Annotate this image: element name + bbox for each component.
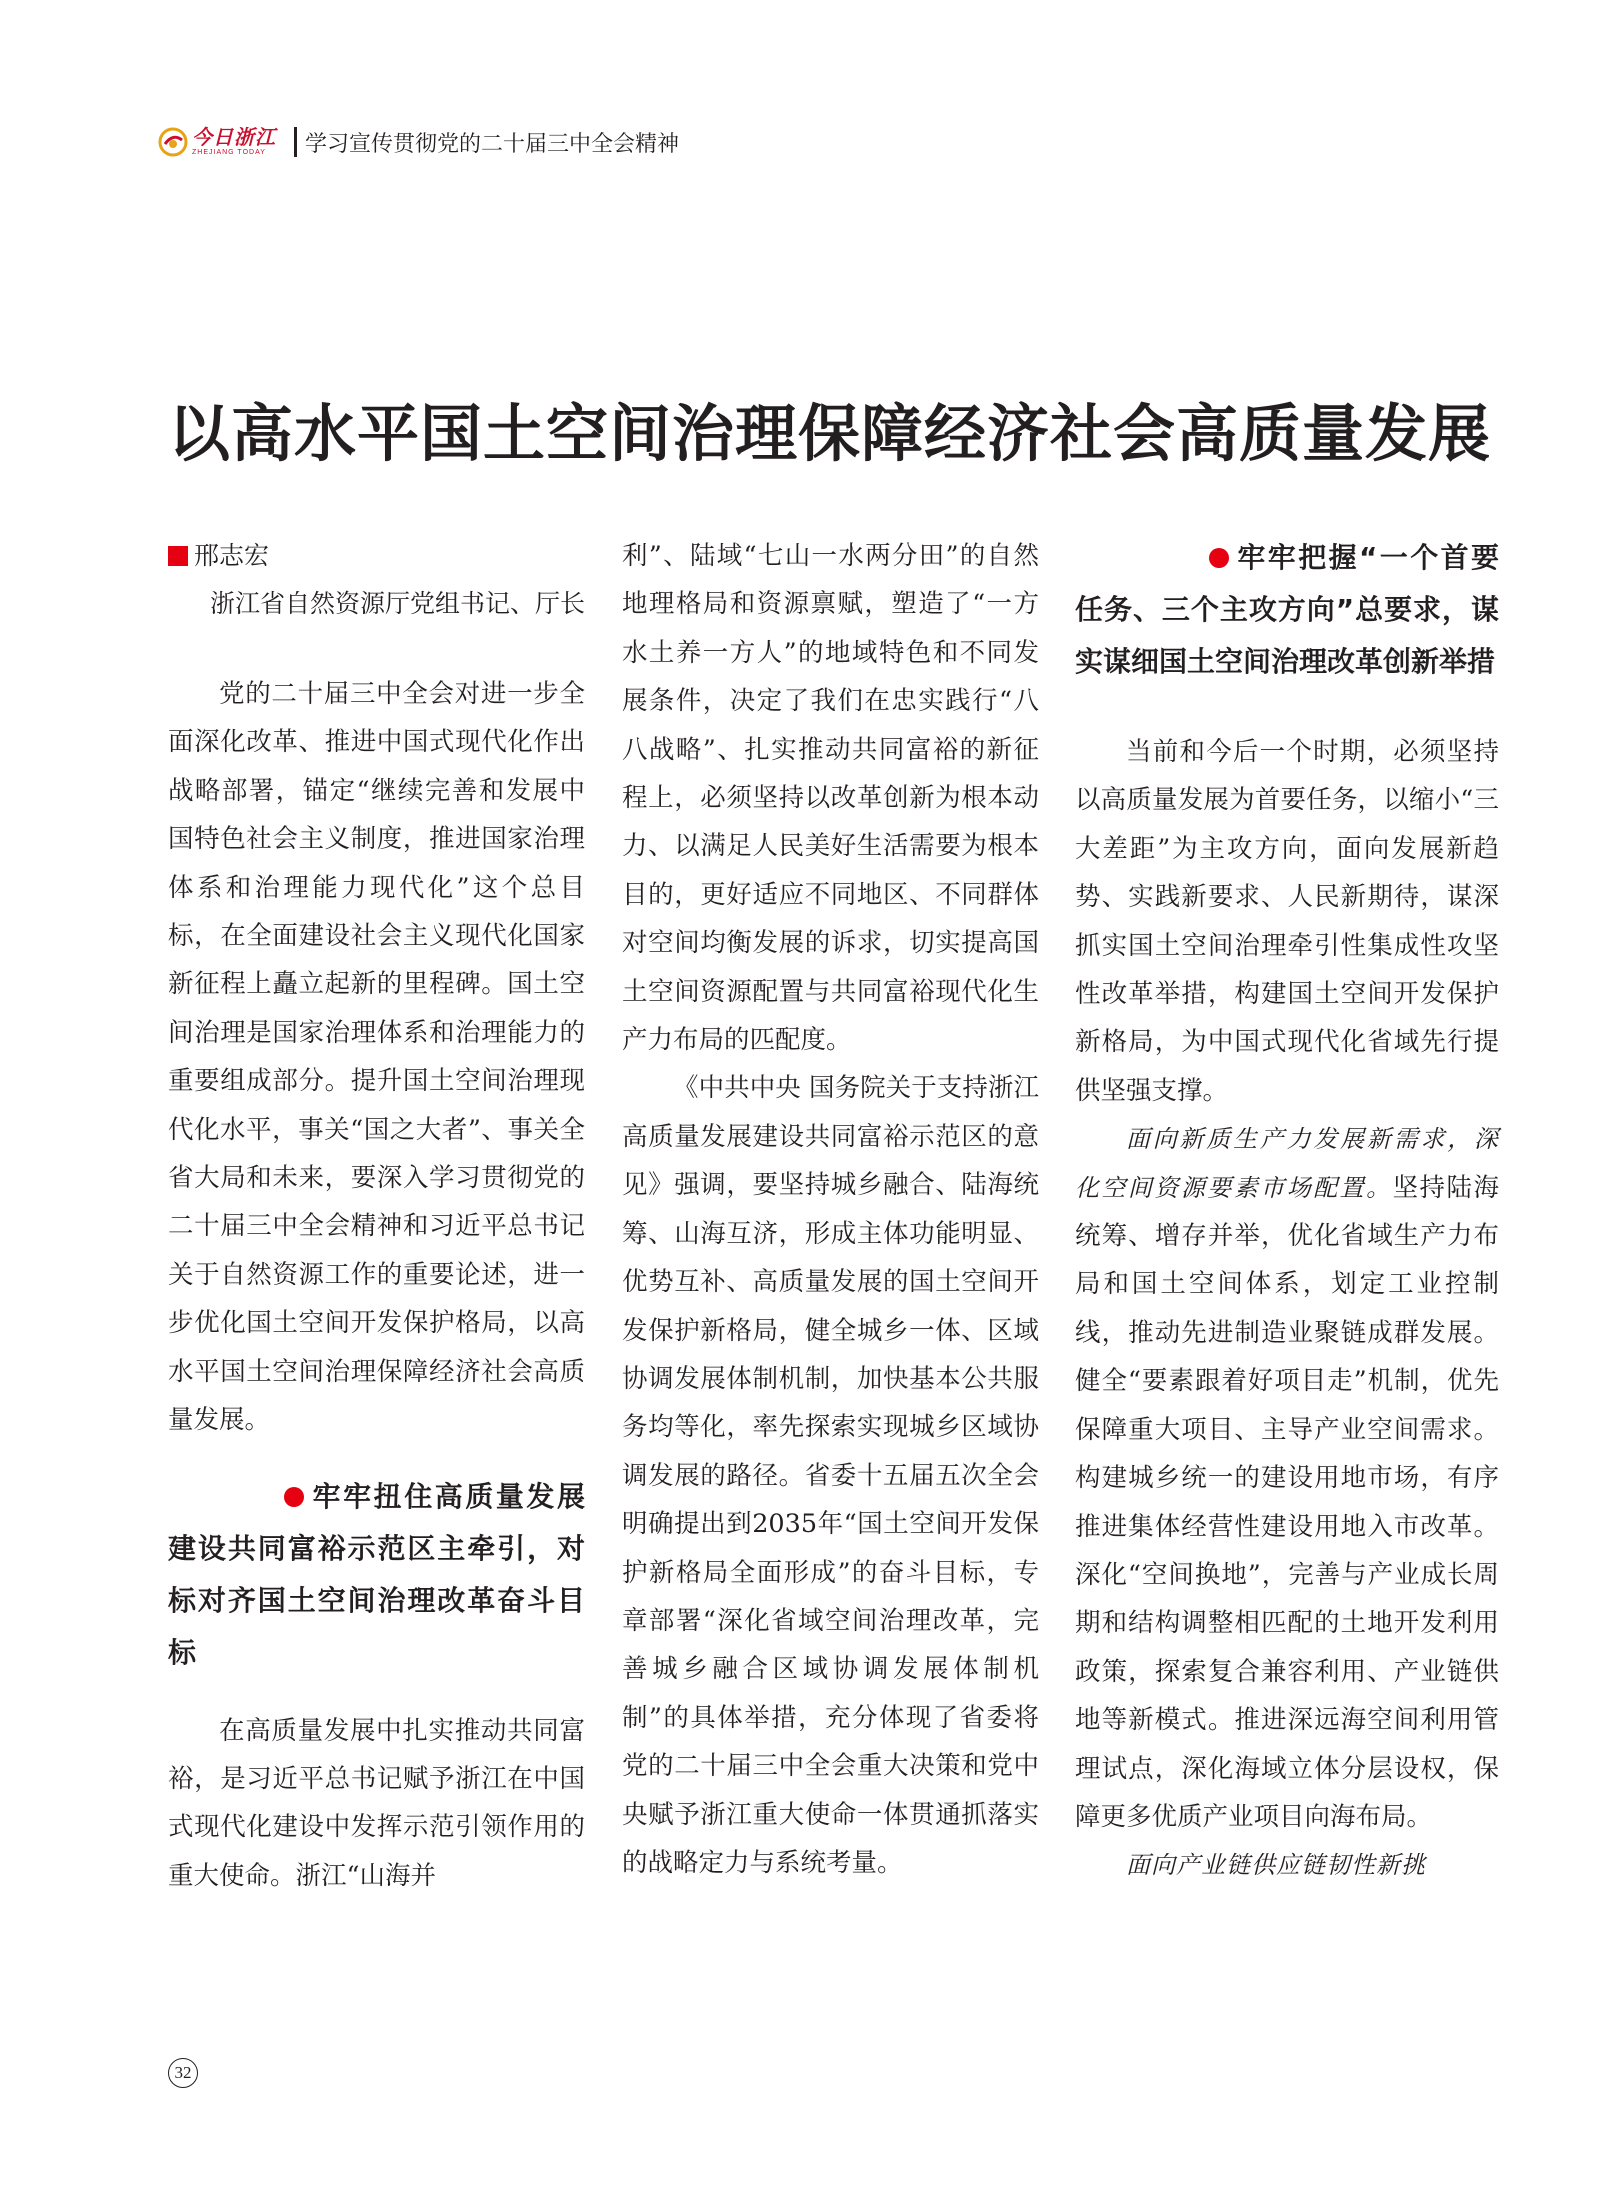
- paragraph: 利”、陆域“七山一水两分田”的自然地理格局和资源禀赋，塑造了“一方水土养一方人”的地域特色和不同发展条件，决定了我们在忠实践行“八八战略”、扎实推动共同富裕的新征程上，必须坚持以改革创新为根本动力、以满足人民美好生活需要为根本目的，更好适应不同地区、不同群体对空间均衡发展的诉求，切实提高国土空间资源配置与共同富裕现代化生产力布局的匹配度。: [622, 541, 1039, 1056]
- jinri-zhejiang-logo-icon: [158, 127, 188, 157]
- red-dot-icon: [1209, 548, 1229, 568]
- paragraph: 在高质量发展中扎实推动共同富裕，是习近平总书记赋予浙江在中国式现代化建设中发挥示范引领作用的重大使命。浙江“山海并: [168, 1715, 585, 1891]
- author-title: 浙江省自然资源厅党组书记、厅长: [209, 589, 585, 618]
- emphasis-lead: 面向新质生产力发展新需求，深化空间资源要素市场配置。: [1075, 1125, 1499, 1202]
- logo-chinese-text: 今日浙江: [192, 125, 276, 149]
- paragraph: [1075, 1841, 1499, 1889]
- column-title: 学习宣传贯彻党的二十届三中全会精神: [305, 131, 680, 157]
- article-title: 以高水平国土空间治理保障经济社会高质量发展: [168, 396, 1492, 470]
- text-column-3: [1075, 532, 1499, 1890]
- section-heading: 牢牢扭住高质量发展建设共同富裕示范区主牵引，对标对齐国土空间治理改革奋斗目标: [168, 1479, 585, 1669]
- logo: [158, 118, 288, 166]
- page-number: 32: [168, 2058, 198, 2088]
- red-square-icon: [168, 546, 188, 566]
- author-name: 邢志宏: [194, 541, 270, 570]
- red-dot-icon: [284, 1487, 304, 1507]
- paragraph: 面向新质生产力发展新需求，深化空间资源要素市场配置。坚持陆海统筹、增存并举，优化省域生产力布局和国土空间体系，划定工业控制线，推动先进制造业聚链成群发展。健全“要素跟着好项目走”机制，优先保障重大项目、主导产业空间需求。构建城乡统一的建设用地市场，有序推进集体经营性建设用地入市改革。深化“空间换地”，完善与产业成长周期和结构调整相匹配的土地开发利用政策，探索复合兼容利用、产业链供地等新模式。推进深远海空间利用管理试点，深化海域立体分层设权，保障更多优质产业项目向海布局。: [1075, 1125, 1499, 1832]
- author-line: [168, 532, 585, 580]
- page-header: [158, 118, 679, 166]
- emphasis-lead: 面向产业链供应链韧性新挑: [1126, 1851, 1426, 1880]
- header-divider: [294, 127, 297, 157]
- paragraph: 《中共中央 国务院关于支持浙江高质量发展建设共同富裕示范区的意见》强调，要坚持城乡融合、陆海统筹、山海互济，形成主体功能明显、优势互补、高质量发展的国土空间开发保护新格局，健全城乡一体、区域协调发展体制机制，加快基本公共服务均等化，率先探索实现城乡区域协调发展的路径。省委十五届五次全会明确提出到2035年“国土空间开发保护新格局全面形成”的奋斗目标，专章部署“深化省域空间治理改革，完善城乡融合区域协调发展体制机制”的具体举措，充分体现了省委将党的二十届三中全会重大决策和党中央赋予浙江重大使命一体贯通抓落实的战略定力与系统考量。: [622, 1073, 1039, 1878]
- logo-english-text: ZHEJIANG TODAY: [192, 149, 266, 156]
- paragraph: 党的二十届三中全会对进一步全面深化改革、推进中国式现代化作出战略部署，锚定“继续完善和发展中国特色社会主义制度，推进国家治理体系和治理能力现代化”这个总目标，在全面建设社会主义现代化国家新征程上矗立起新的里程碑。国土空间治理是国家治理体系和治理能力的重要组成部分。提升国土空间治理现代化水平，事关“国之大者”、事关全省大局和未来，要深入学习贯彻党的二十届三中全会精神和习近平总书记关于自然资源工作的重要论述，进一步优化国土空间开发保护格局，以高水平国土空间治理保障经济社会高质量发展。: [168, 679, 585, 1436]
- section-heading: 牢牢把握“一个首要任务、三个主攻方向”总要求，谋实谋细国土空间治理改革创新举措: [1075, 541, 1499, 678]
- paragraph: 当前和今后一个时期，必须坚持以高质量发展为首要任务，以缩小“三大差距”为主攻方向，面向发展新趋势、实践新要求、人民新期待，谋深抓实国土空间治理牵引性集成性攻坚性改革举措，构建国土空间开发保护新格局，为中国式现代化省域先行提供坚强支撑。: [1075, 737, 1499, 1106]
- text-column-2: [622, 532, 1039, 1887]
- text-column-1: [168, 532, 585, 1900]
